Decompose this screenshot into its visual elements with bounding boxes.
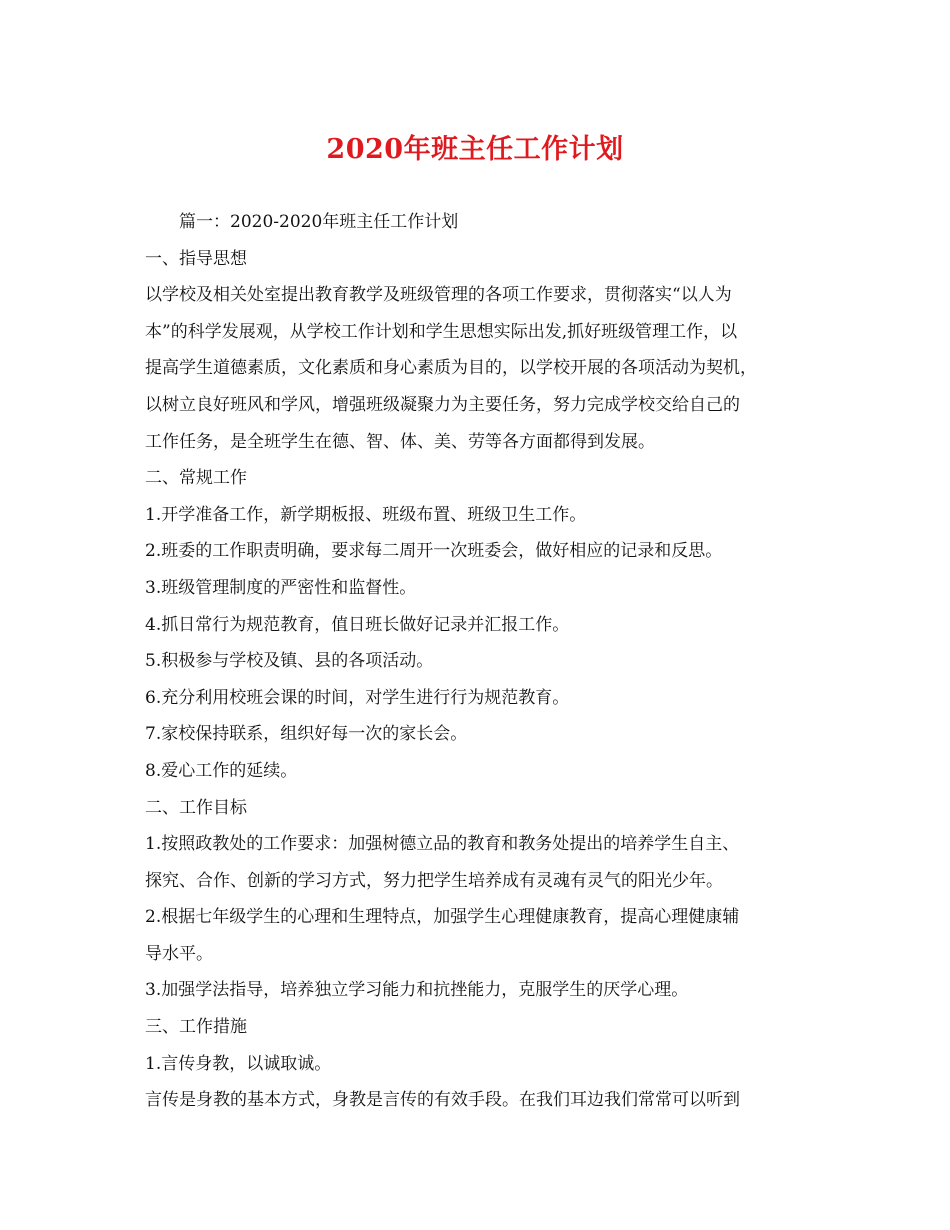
document-body [145, 204, 810, 1119]
section-heading: 三、工作措施 [145, 1017, 247, 1038]
section-heading: 一、指导思想 [145, 248, 247, 269]
list-item: 8.爱心工作的延续。 [145, 760, 298, 781]
list-item: 2.根据七年级学生的心理和生理特点，加强学生心理健康教育，提高心理健康辅 [145, 907, 740, 928]
list-item: 2.班委的工作职责明确，要求每二周开一次班委会，做好相应的记录和反思。 [145, 541, 723, 562]
paragraph-line: 以树立良好班风和学风，增强班级凝聚力为主要任务，努力完成学校交给自己的 [145, 394, 740, 415]
list-item: 1.开学准备工作，新学期板报、班级布置、班级卫生工作。 [145, 504, 587, 525]
paragraph-line: 导水平。 [145, 943, 213, 964]
list-item: 1.言传身教，以诚取诚。 [145, 1053, 332, 1074]
paragraph-line: 以学校及相关处室提出教育教学及班级管理的各项工作要求，贯彻落实“以人为 [145, 285, 732, 306]
list-item: 3.加强学法指导，培养独立学习能力和抗挫能力，克服学生的厌学心理。 [145, 980, 689, 1001]
section-heading: 二、常规工作 [145, 468, 247, 489]
list-item: 1.按照政教处的工作要求：加强树德立品的教育和教务处提出的培养学生自主、 [145, 834, 740, 855]
paragraph-line: 探究、合作、创新的学习方式，努力把学生培养成有灵魂有灵气的阳光少年。 [145, 870, 723, 891]
list-item: 5.积极参与学校及镇、县的各项活动。 [145, 651, 434, 672]
list-item: 3.班级管理制度的严密性和监督性。 [145, 577, 417, 598]
paragraph-line: 言传是身教的基本方式，身教是言传的有效手段。在我们耳边我们常常可以听到 [145, 1090, 740, 1111]
paragraph-line: 篇一：2020-2020年班主任工作计划 [179, 212, 459, 232]
list-item: 6.充分利用校班会课的时间，对学生进行行为规范教育。 [145, 687, 570, 708]
paragraph-line: 提高学生道德素质，文化素质和身心素质为目的，以学校开展的各项活动为契机， [145, 358, 757, 379]
paragraph-line: 工作任务，是全班学生在德、智、体、美、劳等各方面都得到发展。 [145, 431, 655, 452]
section-heading: 二、工作目标 [145, 797, 247, 818]
list-item: 4.抓日常行为规范教育，值日班长做好记录并汇报工作。 [145, 614, 570, 635]
document-title: 2020年班主任工作计划 [326, 134, 624, 165]
paragraph-line: 本”的科学发展观，从学校工作计划和学生思想实际出发,抓好班级管理工作，以 [145, 321, 738, 342]
list-item: 7.家校保持联系，组织好每一次的家长会。 [145, 724, 468, 745]
